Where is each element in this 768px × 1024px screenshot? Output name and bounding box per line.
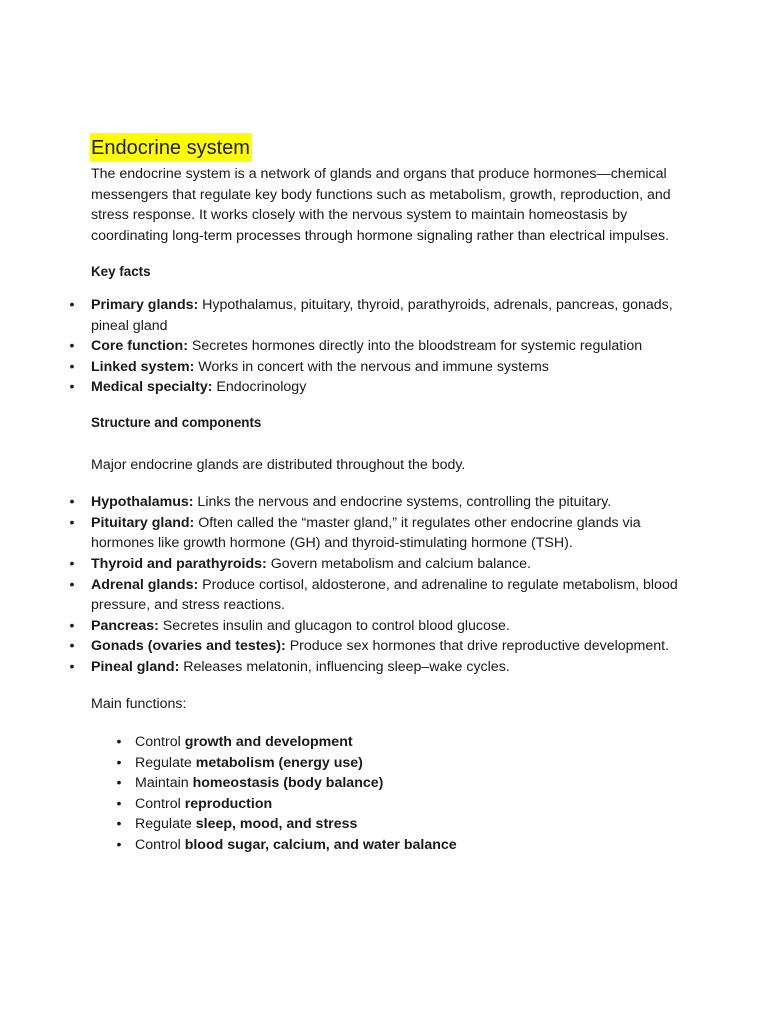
item-text: Releases melatonin, influencing sleep–wake cycles. bbox=[179, 658, 510, 675]
item-term: Gonads (ovaries and testes): bbox=[91, 638, 286, 655]
bullet-icon: • bbox=[69, 296, 75, 313]
list-item bbox=[69, 616, 682, 637]
list-item bbox=[69, 336, 682, 357]
item-emphasis: sleep, mood, and stress bbox=[195, 816, 358, 833]
page-title: Endocrine system bbox=[90, 133, 252, 162]
list-item bbox=[91, 732, 682, 753]
list-item bbox=[69, 377, 682, 398]
list-item bbox=[91, 794, 682, 815]
item-text: Often called the “master gland,” it regulates other endocrine glands via hormones like growth hormone (GH) and thyroid-stimulating hormone (TSH). bbox=[91, 514, 641, 552]
list-item bbox=[69, 513, 682, 554]
item-text: Produce sex hormones that drive reproductive development. bbox=[285, 638, 670, 655]
list-item bbox=[69, 575, 682, 616]
key-facts-list bbox=[69, 295, 682, 398]
main-functions-label: Main functions: bbox=[91, 696, 187, 713]
item-emphasis: reproduction bbox=[184, 795, 273, 812]
bullet-icon: • bbox=[69, 658, 75, 675]
structure-list bbox=[69, 492, 682, 677]
item-term: Thyroid and parathyroids: bbox=[91, 555, 267, 572]
item-text: Hypothalamus, pituitary, thyroid, parathyroids, adrenals, pancreas, gonads, pineal gland bbox=[91, 296, 673, 334]
bullet-icon: • bbox=[69, 494, 75, 511]
item-text: Produce cortisol, aldosterone, and adrenaline to regulate metabolism, blood pressure, and stress reactions. bbox=[91, 576, 678, 614]
bullet-icon: • bbox=[69, 379, 75, 396]
list-item bbox=[91, 753, 682, 774]
item-text: Secretes insulin and glucagon to control blood glucose. bbox=[158, 617, 510, 634]
list-item bbox=[91, 814, 682, 835]
list-item bbox=[69, 295, 682, 336]
item-term: Pineal gland: bbox=[91, 658, 180, 675]
intro-paragraph: The endocrine system is a network of glands and organs that produce hormones—chemical messengers that regulate key body functions such as metabolism, growth, reproduction, and stress response. It works closely with the nervous system to maintain homeostasis by coordinating long-term processes through hormone signaling rather than electrical impulses. bbox=[91, 166, 671, 244]
item-term: Adrenal glands: bbox=[91, 576, 199, 593]
item-term: Pituitary gland: bbox=[91, 514, 195, 531]
list-item bbox=[69, 636, 682, 657]
bullet-icon: • bbox=[69, 514, 75, 531]
item-text: Endocrinology bbox=[212, 379, 307, 396]
item-emphasis: metabolism (energy use) bbox=[195, 754, 363, 771]
bullet-icon: • bbox=[116, 837, 122, 854]
bullet-icon: • bbox=[116, 795, 122, 812]
bullet-icon: • bbox=[116, 754, 122, 771]
item-verb: Regulate bbox=[135, 816, 196, 833]
item-text: Works in concert with the nervous and immune systems bbox=[194, 358, 549, 375]
item-term: Core function: bbox=[91, 338, 188, 355]
item-verb: Control bbox=[135, 795, 185, 812]
bullet-icon: • bbox=[69, 638, 75, 655]
list-item bbox=[69, 492, 682, 513]
item-emphasis: growth and development bbox=[184, 734, 353, 751]
item-verb: Regulate bbox=[135, 754, 196, 771]
structure-intro: Major endocrine glands are distributed throughout the body. bbox=[91, 456, 466, 473]
bullet-icon: • bbox=[69, 576, 75, 593]
bullet-icon: • bbox=[69, 358, 75, 375]
bullet-icon: • bbox=[116, 775, 122, 792]
list-item bbox=[69, 657, 682, 678]
item-verb: Control bbox=[135, 837, 185, 854]
bullet-icon: • bbox=[116, 734, 122, 751]
item-term: Medical specialty: bbox=[91, 379, 213, 396]
main-functions-list bbox=[91, 732, 682, 856]
list-item bbox=[69, 554, 682, 575]
item-emphasis: homeostasis (body balance) bbox=[192, 775, 384, 792]
list-item bbox=[91, 835, 682, 856]
item-term: Hypothalamus: bbox=[91, 494, 194, 511]
structure-heading: Structure and components bbox=[91, 414, 262, 430]
bullet-icon: • bbox=[69, 338, 75, 355]
item-emphasis: blood sugar, calcium, and water balance bbox=[184, 837, 457, 854]
item-text: Secretes hormones directly into the bloodstream for systemic regulation bbox=[187, 338, 643, 355]
item-text: Govern metabolism and calcium balance. bbox=[266, 555, 531, 572]
bullet-icon: • bbox=[69, 617, 75, 634]
item-verb: Maintain bbox=[135, 775, 193, 792]
item-term: Pancreas: bbox=[91, 617, 159, 634]
item-verb: Control bbox=[135, 734, 185, 751]
item-text: Links the nervous and endocrine systems, controlling the pituitary. bbox=[193, 494, 612, 511]
key-facts-heading: Key facts bbox=[91, 264, 151, 280]
bullet-icon: • bbox=[69, 555, 75, 572]
list-item bbox=[91, 773, 682, 794]
bullet-icon: • bbox=[116, 816, 122, 833]
item-term: Linked system: bbox=[91, 358, 195, 375]
item-term: Primary glands: bbox=[91, 296, 199, 313]
list-item bbox=[69, 357, 682, 378]
